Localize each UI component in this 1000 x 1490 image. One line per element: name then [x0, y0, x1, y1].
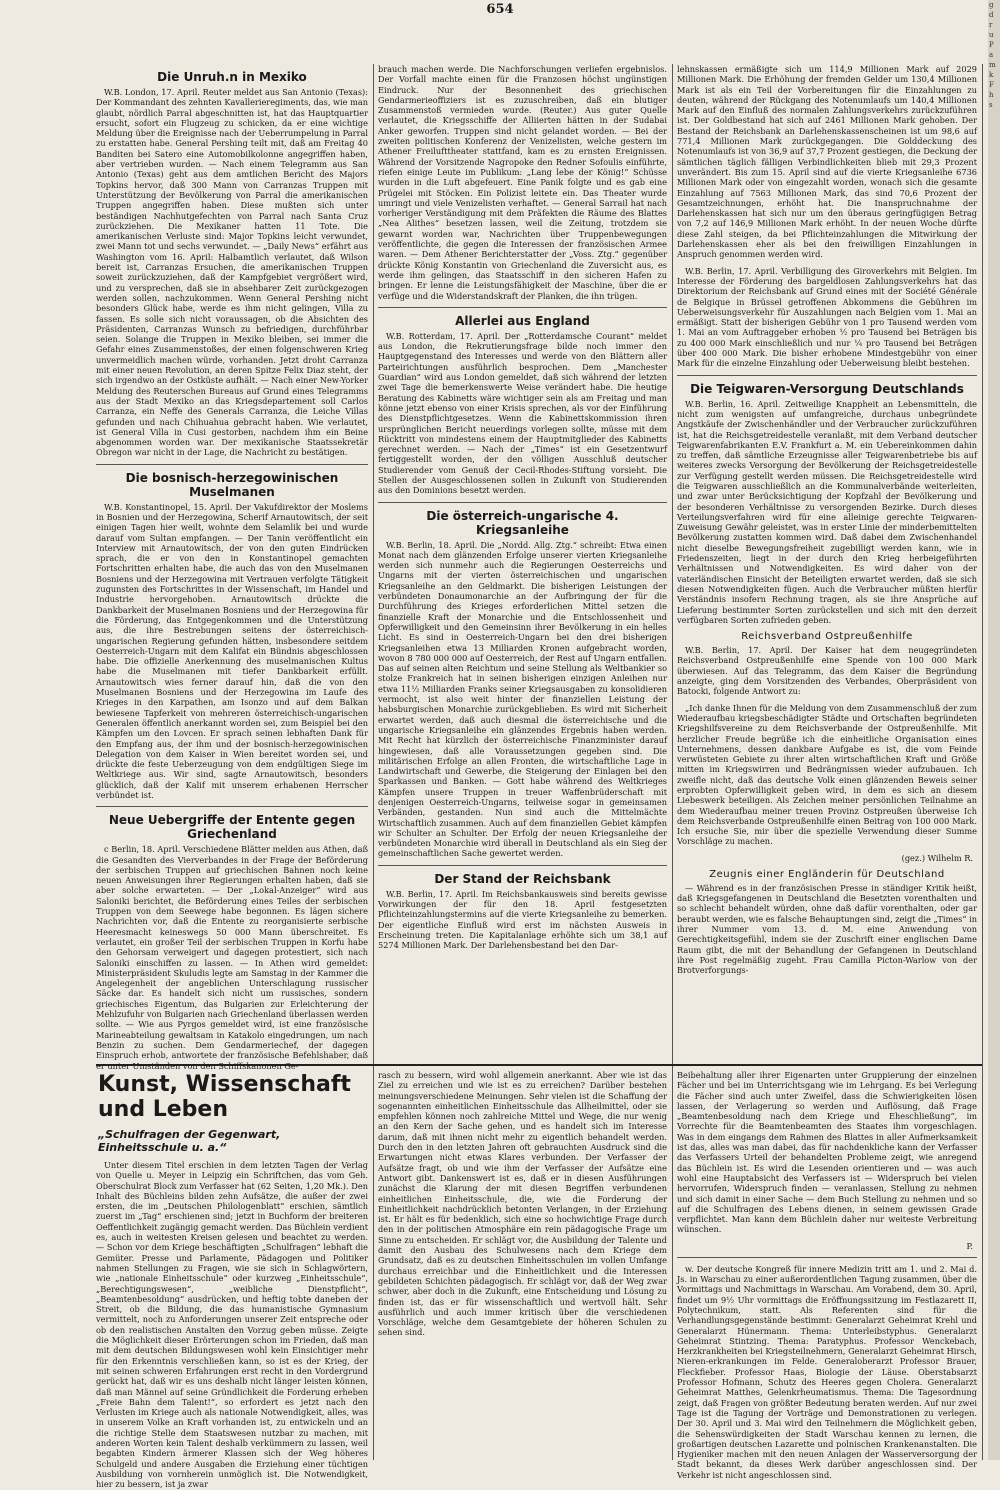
edge-char: r [989, 21, 993, 29]
article-body-mexiko: W.B. London, 17. April. Reuter meldet aus San Antonio (Texas): Der Kommandant des zehnten Kavallerieregiments, das, wie man glaubt, nördlich Parral abgeschnitten ist, hat das Hauptquartier ersucht, sofort ein Flugzeug zu schicken, da er eine wichtige Meldung über die Ereignisse nach der Ueberrumpelung in Parral zu erstatten habe. General Pershing teilt mit, daß am Freitag 40 Banditen bei Satero eine Automobilkolonne angegriffen haben, aber vertrieben wurden. — Nach einem Telegramm aus San Antonio (Texas) geht aus dem amtlichen Bericht des Majors Topkins hervor, daß 300 Mann von Carranzas Truppen mit Unterstützung der Bevölkerung von Parral die amerikanischen Truppen angegriffen haben. Diese mußten sich unter beständigen Nachhutgefechten von Parral nach Santa Cruz zurückziehen. Die Mexikaner hatten 11 Tote. Die amerikanischen Verluste sind: Major Topkins leicht verwundet, zwei Mann tot und sechs verwundet. — „Daily News“ erfährt aus Washington vom 16. April: Halbamtlich verlautet, daß Wilson bereit ist, Carranzas Ersuchen, die amerikanischen Truppen soweit zurückzuziehen, daß der Kampfgebiet vergrößert wird, und zu versprechen, daß sie in absehbarer Zeit zurückgezogen werden sollen, nachzukommen. Wenn General Pershing nicht besonders Glück habe, werde es ihm nicht gelingen, Villa zu fassen. Es solle sich nicht voraussagen, ob die Absichten des Präsidenten, Carranzas Wunsch zu befriedigen, durchführbar seien. Solange die Truppen in Mexiko bleiben, sei immer die Gefahr eines Zusammenstoßes, der einen folgenschweren Krieg unvermeidlich machen würde, vorhanden. Jetzt droht Carranza mit einer neuen Revolution, an deren Spitze Felix Diaz steht, der sich irgendwo an der Ostküste aufhält. — Nach einer New-Yorker Meldung des Reuterschen Bureaus auf Grund eines Telegramms aus der Stadt Mexiko an das Kriegsdepartement soll Carlos Carranza, ein Neffe des Generals Carranza, die Leiche Villas gefunden und nach Chihuahua gebracht haben. Wie verlautet, ist General Villa in Cusi gestorben, nachdem ihm ein Beine abgenommen worden war. Der mexikanische Staatssekretär Obregon war nicht in der Lage, die Nachricht zu bestätigen. [96, 87, 369, 458]
edge-char: P [989, 41, 994, 49]
page-number: 654 [486, 2, 514, 17]
edge-char: a [989, 51, 994, 59]
edge-char: m [989, 61, 996, 69]
feuilleton-body-3: Beibehaltung aller ihrer Eigenarten unter Gruppierung der einzelnen Fächer und bei im Unterrichtsgang wie im Lehrgang. Es bei Verlegung die Fächer sind auch unter Zweifel, dass die Schwierigkeiten lösen lassen, der Verlagerung so werden und Auflösung, daß Frage „Beamtenbesoldung nach dem Kriege und Eheschließung“, im Vorrechte für die Beamtenbeamten des Staates ihm vorgeschlagen. Was in dem eingangs dem Rahmen des Blattes in aller Aufmerksamkeit ist das, alles was man dabei, das für nachdenkliche kann der Verfasser das Verfassers Urteil der behandelten Probleme zeigt, wie anregend das Büchlein ist. Es wird die Lesenden orientieren und — was auch wohl eine Hauptabsicht des Verfassers ist — Widerspruch bei vielen hervorrufen, Widerspruch finden — veranlassen, Stellung zu nehmen und sich damit in einer Sache — dem Buch Stellung zu nehmen und so auf die Schulfragen des Lebens dienen, in seinem gewissen Grade verpflichtet. Man kann dem Büchlein daher nur weiteste Verbreitung wünschen. [677, 1070, 977, 1235]
article-body-entente: c Berlin, 18. April. Verschiedene Blätter melden aus Athen, daß die Gesandten des Vierverbandes in der Frage der Beförderung der serbischen Truppen auf griechischen Bahnen noch keine neuen Anweisungen ihrer Regierungen erhalten haben, daß sie aber solche erwarteten. — Der „Lokal-Anzeiger“ wird aus Saloniki berichtet, die Beförderung eines Teiles der serbischen Truppen von dem Seewege habe begonnen. Es lägen sichere Nachrichten vor, daß die Entente zu reorganisierte serbische Heeresmacht keineswegs 50 000 Mann überschreitet. Es verlautet, ein großer Teil der serbischen Truppen in Korfu habe den Gehorsam verweigert und dagegen protestiert, sich nach Saloniki einschiffen zu lassen. — In Athen wird gemeldet: Ministerpräsident Skuludis legte am Samstag in der Kammer die Angelegenheit der angeblichen Unterschlagung russischer Säcke dar. Es handelt sich nicht um russisches, sondern griechisches Eigentum, das Bulgarien zur Erleichterung der Mehlzufuhr von Bulgarien nach Griechenland überlassen werden sollte. — Wie aus Pyrgos gemeldet wird, ist eine französische Marineabteilung gewaltsam in Katakolo eingedrungen, um nach Benzin zu suchen. Dem Gendarmeriechef, der dagegen Einspruch erhob, antwortete der französische Befehlshaber, daß er unter Umständen von den Schiffskanonen Ge- [96, 844, 368, 1071]
divider [96, 464, 368, 465]
article-body-ostpreussen: W.B. Berlin, 17. April. Der Kaiser hat dem neugegründeten Reichsverband Ostpreußenhilfe eine Spende von 100 000 Mark überwiesen. Auf das Telegramm, das dem Kaiser die Begründung anzeigte, ging dem Vorsitzenden des Verbandes, Oberpräsident von Batocki, folgende Antwort zu: [677, 645, 977, 697]
edge-char: s [989, 101, 993, 109]
feuilleton-signature: P. [966, 1240, 973, 1251]
divider [378, 307, 667, 308]
page-edge-rule [982, 64, 983, 1460]
article-body-reichsbank-continued: lehnskassen ermäßigte sich um 114,9 Millionen Mark auf 2029 Millionen Mark. Die Erhöhung der fremden Gelder um 130,4 Millionen Mark ist als ein Teil der Vorbereitungen für die Einzahlungen zu deuten, während der Rückgang des Notenumlaufs um 140,4 Millionen Mark auf den Einfluß des normalen Zahlungsverkehrs zurückzuführen ist. Der Goldbestand hat sich auf 2461 Millionen Mark gehoben. Der Bestand der Reichsbank an Darlehenskassenscheinen ist um 98,6 auf 771,4 Millionen Mark zurückgegangen. Die Golddeckung des Notenumlaufs ist von 36,9 auf 37,7 Prozent gestiegen, die Deckung der sämtlichen täglich fälligen Verbindlichkeiten blieb mit 29,3 Prozent unverändert. Bis zum 15. April sind auf die vierte Kriegsanleihe 6736 Millionen Mark oder von eingezahlt worden, wonach sich die gesamte Einzahlung auf 7563 Millionen Mark, das sind 70,6 Prozent der Gesamtzeichnungen, erhöht hat. Die Inanspruchnahme der Darlehenskassen hat sich nur um den überaus geringfügigen Betrag von 7,2 auf 146,9 Millionen Mark erhöht. In der neuen Woche dürfte diese Zahl steigen, da bei Pflichteinzahlungen die Mitwirkung der Darlehenskassen eher als bei den freiwilligen Einzahlungen in Anspruch genommen werden wird. [677, 64, 977, 260]
article-title-zeugnis: Zeugnis einer Engländerin für Deutschland [709, 868, 945, 880]
telegram-text: „Ich danke Ihnen für die Meldung von dem Zusammenschluß der zum Wiederaufbau kriegsbeschädigter Städte und Ortschaften begründeten Kriegshilfsvereine zu dem Reichsverbande der Ostpreußenhilfe. Mit herzlicher Freude begrüße ich die einheitliche Organisation eines Unternehmens, dessen dankbare Aufgabe es ist, die vom Feinde verwüsteten Gebiete zu ihrer alten wirtschaftlichen Kraft und Größe mitten im Kriegswirren und Bedrängnissen wieder aufzubauen. Ich zweifle nicht, daß das deutsche Volk einen glänzenden Beweis seiner erprobten Opferwilligkeit geben wird, in dem es sich an diesem Liebeswerk beteiligen. Als Zeichen meiner persönlichen Teilnahme an dem Wiederaufbau meiner treuen Provinz Ostpreußen überweise Ich dem Reichsverbande Ostpreußenhilfe einen Beitrag von 100 000 Mark. Ich ersuche Sie, mir über die spezielle Verwendung dieser Summe Vorschläge zu machen. [677, 702, 977, 847]
divider [378, 502, 667, 503]
edge-char: g [989, 1, 994, 9]
feuilleton-column-2 [378, 1070, 667, 1458]
article-body-kriegsanleihe: W.B. Berlin, 18. April. Die „Nordd. Allg. Ztg.“ schreibt: Etwa einen Monat nach dem glänzenden Erfolge unserer vierten Kriegsanleihe werden sich nunmehr auch die Regierungen Oesterreichs und Ungarns mit der vierten österreichischen und ungarischen Kriegsanleihe an den Geldmarkt. Die bisherigen Leistungen der verbündeten Donaumonarchie an der Aufbringung der für die Durchführung des Krieges erforderlichen Mittel setzen die finanzielle Kraft der Monarchie und die Entschlossenheit und Opferwilligkeit und den Gemeinsinn ihrer Bevölkerung in ein helles Licht. Es sind in Oesterreich-Ungarn bei den drei bisherigen Kriegsanleihen etwa 13 Milliarden Kronen aufgebracht worden, wovon 8 780 000 000 auf Oesterreich, der Rest auf Ungarn entfallen. Das auf seinen alten Reichtum und seine Stellung als Weltbankier so stolze Frankreich hat in seinen bisherigen einzigen Anleihen nur etwa 11½ Milliarden Franks seiner Kriegsausgaben zu konsolidieren vermocht, ist also weit hinter der finanziellen Leistung der habsburgischen Monarchie zurückgeblieben. Es wird mit Sicherheit erwartet werden, daß auch diesmal die österreichische und die ungarische Kriegsanleihe ein glänzendes Ergebnis haben werden. Mit Recht hat kürzlich der österreichische Finanzminister darauf hingewiesen, daß alle Voraussetzungen gegeben sind. Die militärischen Erfolge an allen Fronten, die wirtschaftliche Lage in Landwirtschaft und Gewerbe, die Steigerung der Einlagen bei den Sparkassen und Banken. — Gott habe während des Weltkrieges Kämpfen unsere Truppen in treuer Waffenbrüderschaft mit denjenigen Oesterreich-Ungarns, teilweise sogar in gemeinsamen Verbänden, gestanden. Nun sind auch die Mittelmächte Wirtschaftlich zusammen. Auch auf dem finanziellen Gebiet kämpfen wir Schulter an Schulter. Der Erfolg der neuen Kriegsanleihe der verbündeten Monarchie wird überall in Deutschland als ein Sieg der gemeinschaftlichen Sache gewertet werden. [378, 539, 667, 859]
column-rule [672, 1066, 673, 1460]
column-1 [96, 64, 369, 1071]
divider [378, 865, 667, 866]
feuilleton-body-1: Unter diesem Titel erschien in dem letzten Tagen der Verlag von Quelle u. Meyer in Leipzig ein Schriftchen, das vom Geh. Oberschulrat Block zum Verfasser hat (62 Seiten, 1,20 Mk.). Den Inhalt des Büchleins bilden zehn Aufsätze, die außer der zwei ersten, die im „Deutschen Philologenblatt“ erschien, sämtlich zuerst im „Tag“ erschienen sind; jetzt in Buchform der breiteren Oeffentlichkeit zugängig gemacht werden. Das Büchlein verdient es, auch in weitesten Kreisen gelesen und beachtet zu werden. — Schon vor dem Kriege beschäftigten „Schulfragen“ lebhaft die Gemüter. Presse und Parlamente, Pädagogen und Politiker nahmen Stellungen zu Fragen, wie sie sich in Schlagwörtern, wie „nationale Einheitsschule“ oder kurzweg „Einheitsschule“, „Berechtigungswesen“, „weibliche Dienstpflicht“, „Beamtenbesoldung“ ausdrücken, und heftig tobte daneben der Streit, ob die Bildung, die das humanistische Gymnasium vermittelt, noch zu Anforderungen unserer Zeit entspreche oder ob den realistischen Anstalten den Vorzug geben müsse. Zeigte die Möglichkeit dieser Erörterungen schon im Frieden, daß man mit dem deutschen Bildungswesen wohl kein Einsichtiger mehr für den Erkenntnis verschließen kann, so ist es der Krieg, der mit seinen schweren Erfahrungen erst recht in den Vordergrund gerückt hat, daß wir es uns deshalb nicht länger leisten können, daß man Männel auf seine Gründlichkeit die Forderung erheben „Freie Bahn dem Talent!“, so erfordert es jetzt nach den Verlusten im Kriege auch als nationale Notwendigkeit, alles, was in unserem Volke an Kraft vorhanden ist, zu entwickeln und an die richtige Stelle dem Staatswesen nutzbar zu machen, mit anderen Worten kein Talent deshalb verkümmern zu lassen, weil begabten Kindern ärmerer Klassen sich der Weg höheres Schulgeld und andere Ausgaben die Erziehung einer tüchtigen Ausbildung von vornherein unmöglich ist. Die Notwendigkeit, hier zu bessern, ist ja zwar [96, 1160, 368, 1490]
edge-char: k [989, 71, 994, 79]
column-rule [373, 1066, 374, 1460]
divider [677, 375, 977, 376]
column-3 [677, 64, 977, 1062]
article-body-reichsbank: W.B. Berlin, 17. April. Im Reichsbankausweis sind bereits gewisse Vorwirkungen der für den 18. April festgesetzten Pflichteinzahlungstermins auf die vierte Kriegsanleihe zu bemerken. Der eigentliche Einfluß wird erst im nächsten Ausweis in Erscheinung treten. Die Kapitalanlage erhöhte sich um 38,1 auf 5274 Millionen Mark. Der Darlehensbestand bei den Dar- [378, 888, 667, 951]
article-title-entente: Neue Uebergriffe der Entente gegen Griechenland [108, 813, 356, 842]
article-title-ostpreussen: Reichsverband Ostpreußenhilfe [741, 631, 913, 643]
column-rule [672, 64, 673, 1064]
article-title-reichsbank: Der Stand der Reichsbank [434, 871, 611, 886]
feuilleton-body-2: rasch zu bessern, wird wohl allgemein anerkannt. Aber wie ist das Ziel zu erreichen und wie ist es zu erreichen? Darüber bestehen meinungsverschiedene Meinungen. Sehr vielen ist die Schaffung der sogenannten einheitlichen Einheitsschule das Allheilmittel, oder sie empfehlen können noch zahlreiche Mittel und Wege, die nur wenig an den Kern der Sache gehen, und es handelt sich im Interesse darum, daß mit ihnen nicht mehr zu eigentlich behandelt werden. Durch den in den letzten Jahren oft gebrauchten Ausdruck sind die Erwartungen nicht etwas Klares verbunden. Der Verfasser der Aufsätze fragt, ob und wie ihm der Verfasser der Aufsätze eine Antwort gibt. Dankenswert ist es, daß er in diesen Ausführungen zunächst die Klarung der mit diesen Begriffen verbundenen einheitlichen Einheitsschule, die, wie die Forderung der Einheitlichkeit nachdrücklich betonten Verlangen, in der Erziehung ist. Er hält es für bedenklich, sich eine so hochwichtige Frage durch den in der politischen Atmosphäre ein rein pädagogische Frage um Sinne zu entscheiden. Er schlägt vor, die Ausbildung der Talente und damit den Ausbau des Schulwesens nach dem Kriege dem Grundsatz, daß es zu deutschen Einheitsschulen im vollen Umfange durchaus erreichbar und die Einheitlichkeit und die Interessen gebildeten Schichten pädagogisch. Er schlägt vor, daß der Weg zwar schwer, aber doch in die Zukunft, eine Entscheidung und Lösung zu finden ist, das er für wissenschaftlich und wertvoll hält. Sehr ausführlich und auch immer kritisch über die verschiedenen Vorschläge, welche dem Gesamtgebiete der höheren Schulen zu sehen sind. [378, 1070, 667, 1338]
edge-char: F [989, 81, 994, 89]
article-body-teigwaren: W.B. Berlin, 16. April. Zeitweilige Knappheit an Lebensmitteln, die nicht zum wenigsten auf umfangreiche, durchaus unbegründete Angstkäufe der Zwischenhändler und der Verbraucher zurückzuführen ist, hat die Reichsgetreidestelle veranlaßt, mit dem Verband deutscher Teigwarenfabrikanten E.V. Frankfurt a. M. ein Uebereinkommen dahin zu treffen, daß sämtliche Erzeugnisse aller Teigwarenbetriebe bis auf weiteres zwecks Versorgung der Bevölkerung der Reichsgetreidestelle zur Verfügung gestellt werden müssen. Die Reichsgetreidestelle wird die Teigwaren ausschließlich an die Kommunalverbände weiterleiten, und zwar unter Berücksichtigung der Kopfzahl der Bevölkerung und der besonderen Verhältnisse zu versorgenden Bezirke. Durch dieses Verteilungsverfahren wird für eine alleinige gerechte Teigwaren-Zuweisung Gewähr geleistet, was in erster Linie der minderbemittelten Bevölkerung zustatten kommen wird. Daß dabei dem Zwischenhandel nicht dieselbe Bewegungsfreiheit zugebilligt werden kann, wie in Friedenszeiten, liegt in der durch den Krieg herbeigeführten Verhältnissen und Notwendigkeiten. Es wird daher von der vaterländischen Einsicht der Beteiligten erwartet werden, daß sie sich diesen Notwendigkeiten fügen. Auch die Verbraucher müßten hierfür Verständnis insofern Rechnung tragen, als sie ihre Ansprüche auf Lieferung bestimmter Sorten zurückstellen und sich mit den derzeit verfügbaren Sorten zufrieden geben. [677, 398, 977, 625]
article-title-england: Allerlei aus England [455, 313, 590, 328]
edge-char: d [989, 11, 994, 19]
article-body-england: W.B. Rotterdam, 17. April. Der „Rotterdamsche Courant“ meldet aus London, die Rekrutierungsfrage bilde noch immer den Hauptgegenstand des Interesses und werde von den Blättern aller Parteirichtungen ausführlich besprochen. Dem „Manchester Guardian“ wird aus London gemeldet, daß sich während der letzten zwei Tage die bemerkenswerte Weise verändert habe. Die heutige Beratung des Kabinetts wäre wichtiger sein als am Freitag und man könne jetzt ebenso von einer Krisis sprechen, als vor der Einführung des Dienstpflichtgesetzes. Wenn die Kabinettskommission ihren ursprünglichen Bericht neuerdings vorlegen sollte, müsse mit dem Rücktritt von mindestens einem der Hauptmitglieder des Kabinetts gerechnet werden. — Nach der „Times“ ist ein Gesetzentwurf fertiggestellt worden, der den völligen Ausschluß deutscher Studierender vom Genuß der Cecil-Rhodes-Stiftung vorsieht. Die Stellen der Ausgeschlossenen sollen in Zukunft von Studierenden aus den Dominions besetzt werden. [378, 330, 667, 496]
feuilleton-title: Kunst, Wissenschaft und Leben [98, 1072, 351, 1122]
article-title-mexiko: Die Unruh.n in Mexiko [157, 70, 307, 84]
edge-char: u [989, 31, 994, 39]
article-body-giroverkehr: W.B. Berlin, 17. April. Verbilligung des Giroverkehrs mit Belgien. Im Interesse der Förderung des bargeldlosen Zahlungsverkehrs hat das Direktorium der Reichsbank auf Grund eines mit der Société Générale de Belgique in Brüssel getroffenen Abkommens die Gebühren im Ueberweisungsverkehr für Auszahlungen nach Belgien vom 1. Mai an ermäßigt. Statt der bisherigen Gebühr von 1 pro Tausend werden vom 1. Mai an vom Auftraggeber erhoben ½ pro Tausend bei Beträgen bis zu 400 000 Mark einschließlich und nur ¼ pro Tausend bei Beträgen über 400 000 Mark. Die bisher erhobene Mindestgebühr von einer Mark für die einzelne Einzahlung oder Ueberweisung bleibt bestehen. [677, 265, 977, 369]
neighbour-page-edge [988, 0, 1000, 1460]
article-title-kriegsanleihe: Die österreich-ungarische 4. Kriegsanleihe [426, 508, 619, 537]
feuilleton-subtitle: „Schulfragen der Gegenwart, Einheitsschule u. a.“ [98, 1128, 281, 1154]
article-title-bosnien: Die bosnisch-herzegowinischen Muselmanen [125, 470, 339, 499]
divider [96, 806, 368, 807]
article-body-bosnien: W.B. Konstantinopel, 15. April. Der Vakufdirektor der Moslems in Bosnien und der Herzegowina, Scherif Arnautowitsch, der seit einigen Tagen hier weilt, wohnte dem Selamlik bei und wurde darauf vom Sultan empfangen. — Der Tanin veröffentlicht ein Interview mit Arnautowitsch, der von den guten Eindrücken sprach, die er von den in Konstantinopel gemachten Fortschritten erhalten habe, die auch das von den Muselmanen Bosniens und der Herzegowina mit Vertrauen verfolgte Tätigkeit zugunsten des Fortschrittes in der Wissenschaft, im Handel und Industrie hervorgehoben. Arnautowitsch drückte die Dankbarkeit der Muselmanen Bosniens und der Herzegowina für die Förderung, das Entgegenkommen und die Unterstützung aus, die ihre Bestrebungen seitens der österreichisch-ungarischen Regierung gefunden hätten, insbesondere seitdem Oesterreich-Ungarn mit dem Kalifat ein Bündnis abgeschlossen habe. Die offizielle Anerkennung des muselmanischen Kultus habe die Muselmanen mit tiefer Dankbarkeit erfüllt. Arnautowitsch wies ferner darauf hin, daß die von den Muselmanen Bosniens und der Herzegowina im Laufe des Krieges in den Karpathen, am Isonzo und auf dem Balkan bewiesene Tapferkeit von mehreren österreichisch-ungarischen Generalen öffentlich anerkannt worden sei, zum Beispiel bei den Kämpfen um den Lovcen. Er sprach seinen lebhaften Dank für den Empfang aus, der ihm und der bosnisch-herzegowinischen Delegation von dem Kaiser in Wien bereitet worden sei, und drückte die feste Ueberzeugung von dem endgültigen Siege im Weltkriege aus. Wir sind, sagte Arnautowitsch, besonders glücklich, daß der Kalif mit unserem erhabenen Herrscher verbündet ist. [96, 501, 368, 800]
column-rule [373, 64, 374, 1064]
article-body-continued: brauch machen werde. Die Nachforschungen verliefen ergebnislos. Der Vorfall machte einen für die Franzosen höchst ungünstigen Eindruck. Nur der Besonnenheit des griechischen Gendarmerieoffiziers ist es zuzuschreiben, daß ein blutiger Zusammenstoß vermieden wurde. (Reuter.) Aus guter Quelle verlautet, die Kriegsschiffe der Alliierten hätten in der Sudabai Anker geworfen. Truppen sind nicht gelandet worden. — Bei der zweiten politischen Konferenz der Venizelisten, welche gestern im Athener Freilufttheater stattfand, kam es zu ernsten Ereignissen. Während der Vorsitzende Nagropoke den Redner Sofoulis einführte, riefen einige Leute im Publikum: „Lang lebe der König!“ Schüsse wurden in die Luft abgefeuert. Eine Panik folgte und es gab eine Prügelei mit Stöcken. Ein Polizist leitete ein. Das Theater wurde umringt und viele Venizelisten verhaftet. — General Sarrail hat nach vorheriger Verständigung mit dem Präfekten die Räume des Blattes „Nea Alithes“ besetzen lassen, weil die Zeitung, trotzdem sie gewarnt worden war, Nachrichten über Truppenbewegungen veröffentlichte, die gegen die Interessen der französischen Armee waren. — Dem Athener Berichterstatter der „Voss. Ztg.“ gegenüber drückte König Konstantin von Griechenland die Zuversicht aus, es werde ihm gelingen, das Staatsschiff in den sicheren Hafen zu bringen. Er lenne die Leistungsfähigkeit der Maschine, über die er verfüge und die Widerstandskraft der Planken, die ihn trügen. [378, 64, 667, 301]
feuilleton-body-medizin: w. Der deutsche Kongreß für innere Medizin tritt am 1. und 2. Mai d. Js. in Warschau zu einer außerordentlichen Tagung zusammen, über die Vormittags und Nachmittags in Warschau. Am Vorabend, dem 30. April, findet um 9½ Uhr vormittags die Eröffnungssitzung im Festlazarett II, Polytechnikum, statt. Als Referenten sind für die Verhandlungsgegenstände bestimmt: Generalarzt Geheimrat Krehl und Generalarzt Hünermann. Thema: Unterleibstyphus. Generalarzt Geheimrat Stintzing. Thema: Paratyphus. Professor Wenckebach, Herzkrankheiten bei Kriegsteilnehmern, Generalarzt Geheimrat Hirsch, Nieren-erkrankungen im Felde. Generaloberarzt Professor Brauer, Fleckfieber. Professor Haas, Biologie der Läuse. Oberstabsarzt Professor Hofmann, Schutz des Heeres gegen Cholera. Generalarzt Geheimrat Matthes, Gelenkrheumatismus. Thema: Die Tagesordnung zeigt, daß Fragen von größter Bedeutung beraten werden. Auf nur zwei Tage ist die Tagung der Vorträge und Demonstrationen zu verlegen. Der 30. April und 3. Mai wird den Teilnehmern die Möglichkeit geben, die Sehenswürdigkeiten der Stadt Warschau kennen zu lernen, die großartigen deutschen Lazarette und polnischen Krankenanstalten. Die Hygieniker machen mit den neuen Anlagen der Wasserversorgung der Stadt bekannt, da dieses Werk darüber angeschlossen sind. Der Verkehr ist nicht angeschlossen sind. [677, 1263, 977, 1480]
edge-char: h [989, 91, 994, 99]
signature-text: (gez.) Wilhelm R. [901, 852, 973, 863]
divider [677, 1257, 977, 1258]
article-title-teigwaren: Die Teigwaren-Versorgung Deutschlands [690, 381, 964, 396]
feuilleton-column-3 [677, 1070, 977, 1480]
column-2 [378, 64, 667, 1062]
article-body-zeugnis: — Während es in der französischen Presse in ständiger Kritik heißt, daß Kriegsgefangenen in Deutschland die Besetzten vorenthalten und so schlecht behandelt würden, ohne daß dafür vorenthalten, oder gar beraubt werden, wie es falsche Behauptungen sind, zeigt die „Times“ in ihrer Nummer vom 13. d. M. eine Anwendung von Gerechtigkeitsgefühl, indem sie der Zuschrift einer englischen Dame Raum gibt, die mit der Behandlung der Gefangenen in Deutschland ihre Post regelmäßig zugeht. Frau Camilla Picton-Warlow von der Brotverforgungs- [677, 882, 977, 976]
feuilleton-column-1 [96, 1070, 368, 1490]
